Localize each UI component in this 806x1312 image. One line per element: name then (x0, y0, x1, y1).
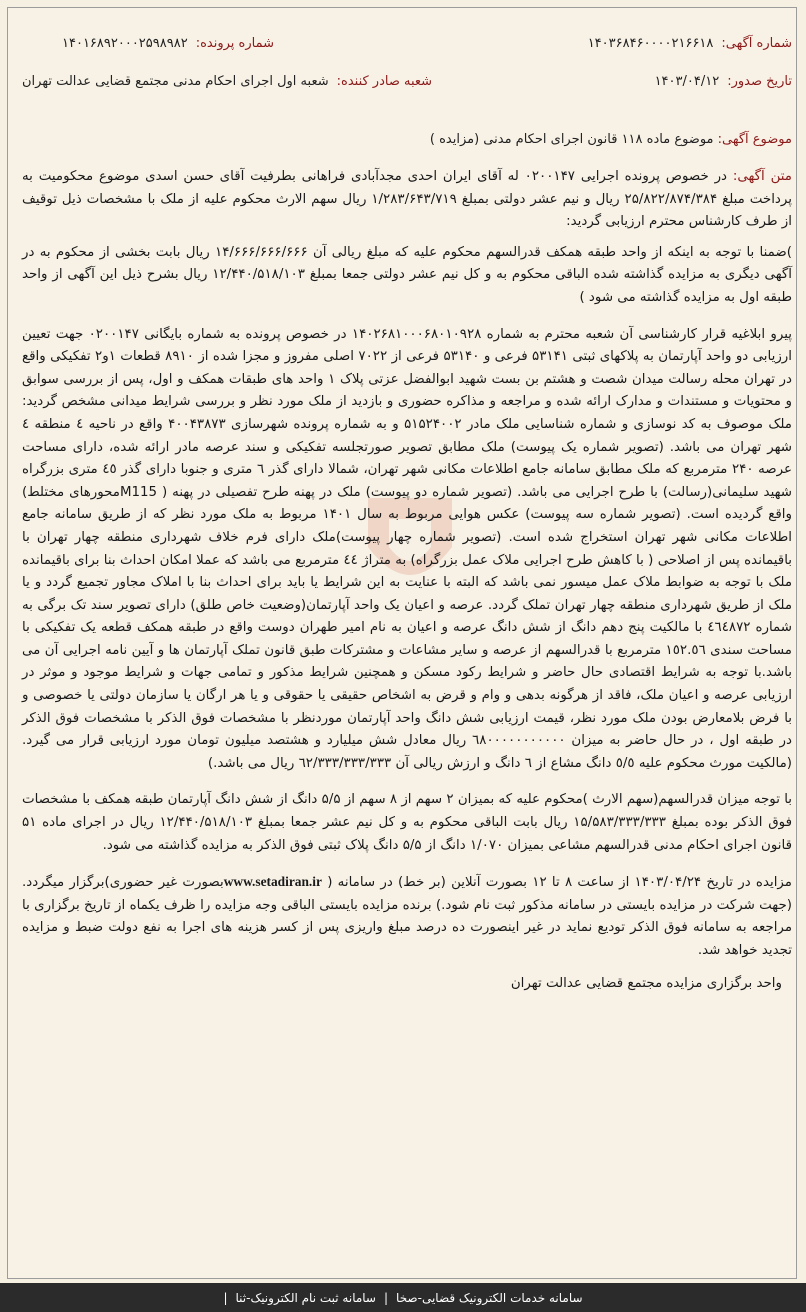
notice-body (22, 166, 792, 995)
notice-number-value: ۱۴۰۳۶۸۴۶۰۰۰۰۲۱۶۶۱۸ (587, 35, 714, 51)
issue-date-field (655, 74, 792, 89)
case-number-label: شماره پرونده: (195, 35, 274, 51)
issuer-label: شعبه صادر کننده: (336, 73, 433, 89)
issue-date-label: تاریخ صدور: (727, 73, 792, 89)
notice-paragraph-3: پیرو ابلاغیه قرار کارشناسی آن شعبه محترم به شماره ۱۴۰۲۶۸۱۰۰۰۶۸۰۱۰۹۲۸ در خصوص پرونده به شماره بایگانی ۰۲۰۰۱۴۷ جهت تعیین ارزیابی دو واحد آپارتمان به پلاکهای ثبتی ۵۳۱۴۱ فرعی و ۵۳۱۴۰ فرعی از ۷۰۲۲ اصلی مفروز و مجزا شده از ۸۹۱۰ قطعات ۱و۲ تفکیکی واقع در تهران محله رسالت میدان شصت و هشتم بن بست شهید ابوالفضل عزتی پلاک ۱ واحد های طبقات همکف و اول، پس از بررسی سوابق و محتویات و مستندات و مدارک ارائه شده و مراجعه و مذاکره حضوری و بازدید از ملک مورد نظر و بررسی شرایط میدانی مشخص گردید: ملک موصوف به کد نوسازی و شماره شناسایی ملک مادر ۵۱۵۲۴۰۰۲ و به شماره پرونده شهرسازی ۴۰۰۴۳۸۷۳ واقع در ناحیه ٤ منطقه ٤ شهر تهران می باشد. (تصویر شماره یک پیوست) ملک مطابق تصویر صورتجلسه تفکیکی و سند عرصه مادر ارائه شده، دارای مساحت عرصه ۲۴۰ مترمربع که ملک مطابق سامانه جامع اطلاعات مکانی شهر تهران، شمالا دارای گذر ٦ متری و جنوبا دارای گذر ٤٥ متری بزرگراه شهید سلیمانی(رسالت) با طرح اجرایی می باشد. (تصویر شماره دو پیوست) ملک در پهنه طرح تفصیلی در پهنه ( M115محورهای مختلط) واقع گردیده است. (تصویر شماره سه پیوست) عکس هوایی مربوط به سال ۱۴۰۱ مربوط به ملک مورد نظر که از طریق سامانه جامع اطلاعات مکانی شهر تهران استخراج شده است. (تصویر شماره چهار پیوست)ملک دارای فرم خلاف شهرداری منطقه چهار تهران با باقیمانده پس از اصلاحی ( با کاهش طرح اجرایی ملاک عمل بزرگراه) به متراژ ٤٤ مترمربع می باشد که عملا امکان احداث بنا برای باقیمانده ملک با توجه به ضوابط ملاک عمل میسور نمی باشد که البته با عنایت به این شرایط یا باید برای احداث بنا با املاک مجاور تجمیع گردد و یا ملک از طریق شهرداری منطقه چهار تهران تملک گردد. عرصه و اعیان یک واحد آپارتمان(وضعیت خاص طلق) دارای تصویر سند تک برگی به شماره ٤٦٤٨٧۲ با مالکیت پنج دهم دانگ از شش دانگ عرصه و اعیان به نام امیر طهران دوست واقع در طبقه همکف قطعه یک تفکیکی با مساحت سندی ١٥٢.٥٦ مترمربع با قدرالسهم از عرصه و سایر مشاعات و مشترکات طبق قانون تملک آپارتمان ها و آیین نامه اجرایی آن می باشد.با توجه به شرایط اقتصادی حال حاضر و شرایط رکود مسکن و همچنین شرایط مذکور و تمامی جهات و شرایط موجود و موثر در ارزیابی عرصه و اعیان ملک، فاقد از هرگونه بدهی و وام و قرض به اشخاص حقیقی یا حقوقی و یا هر ارگان یا سازمان دولتی یا خصوصی و با فرض بلامعارض بودن ملک مورد نظر، قیمت ارزیابی شش دانگ واحد آپارتمان موردنظر با مشخصات فوق الذکر با مشخصات فوق الذکر در طبقه اول ، در حال حاضر به میزان ٦٨٠٠٠٠٠٠٠٠٠٠٠ ریال معادل شش میلیارد و هشتصد میلیون تومان مورد ارزیابی قرار می گیرد. (مالکیت مورث محکوم علیه ٥/٥ دانگ مشاع از ٦ دانگ و ارزش ریالی آن ٦٢/٣٣٣/٣٣٣/٣٣٣ ریال می باشد.) (22, 326, 793, 771)
notice-paragraph-2: )ضمنا با توجه به اینکه از واحد طبقه همکف قدرالسهم محکوم علیه که مبلغ ریالی آن ۱۴/۶۶۶/۶۶۶/۶۶۶ ریال بابت بخشی از محکوم به در آگهی دیگری به مزایده گذاشته شده الباقی محکوم به و کل نیم عشر دولتی جمعا بمبلغ ۱۲/۴۴۰/۵۱۸/۱۰۳ ریال بشرح ذیل این آگهی از واحد طبقه اول به مزایده گذاشته می شود ) (22, 244, 792, 305)
footer-bar (0, 1283, 806, 1312)
subject-line (22, 132, 792, 154)
issuer-field (22, 74, 432, 89)
subject-label: موضوع آگهی: (717, 132, 792, 147)
signature: واحد برگزاری مزایده مجتمع قضایی عدالت تهران (510, 975, 782, 991)
issuer-value: شعبه اول اجرای احکام مدنی مجتمع قضایی عدالت تهران (22, 73, 329, 89)
footer-link-sana[interactable]: سامانه ثبت نام الکترونیک-ثنا (235, 1290, 376, 1305)
case-number-field (62, 36, 274, 51)
footer-separator: | (383, 1290, 389, 1305)
auction-text-start: مزایده در تاریخ ۱۴۰۳/۰۴/۲۴ از ساعت ۸ تا ۱۲ بصورت آنلاین (بر خط) در سامانه ( (327, 875, 792, 891)
issue-date-value: ۱۴۰۳/۰۴/۱۲ (654, 73, 720, 89)
footer-edge-separator: | (223, 1290, 228, 1305)
subject-value: موضوع ماده ۱۱۸ قانون اجرای احکام مدنی (مزایده ) (429, 132, 714, 147)
notice-number-field (588, 36, 792, 51)
case-number-value: ۱۴۰۱۶۸۹۲۰۰۰۲۵۹۸۹۸۲ (62, 35, 188, 51)
footer-link-sakha[interactable]: سامانه خدمات الکترونیک قضایی-صخا (396, 1290, 583, 1305)
header-row-1 (22, 26, 792, 60)
notice-paragraph-1-text: در خصوص پرونده اجرایی ۰۲۰۰۱۴۷ له آقای ایران احدی مجدآبادی فراهانی بطرفیت آقای حسن اسدی موضوع محکومیت به پرداخت مبلغ ۲۵/۸۲۲/۸۷۴/۳۸۴ ریال و نیم عشر دولتی بمبلغ ۱/۲۸۳/۶۴۳/۷۱۹ ریال سهم الارث محکوم علیه از ملک با مشخصات ذیل توقیف از طرف کارشناس محترم ارزیابی گردید: (22, 169, 792, 230)
auction-text-end: بصورت غیر حضوری)برگزار میگردد. (جهت شرکت در مزایده بایستی در سامانه مذکور ثبت نام شود.) برنده مزایده بایستی الباقی وجه مزایده را ظرف یکماه از تاریخ برگزاری با مراجعه به سامانه فوق الذکر تودیع نماید در غیر اینصورت ده درصد مبلغ واریزی پس از کسر هزینه های اجرا به نفع دولت ضبط و مزایده تجدید خواهد شد. (22, 875, 792, 958)
notice-paragraph-1 (22, 166, 792, 234)
notice-label: متن آگهی: (732, 169, 792, 184)
notice-paragraph-4: با توجه میزان قدرالسهم(سهم الارث )محکوم علیه که بمیزان ۲ سهم از ۸ سهم از ۵/۵ دانگ از شش دانگ آپارتمان طبقه همکف با مشخصات فوق الذکر بوده بمبلغ ۱۵/۵۸۳/۳۳۳/۳۳۳ ریال بابت الباقی محکوم به و کل نیم عشر جمعا بمبلغ ۱۲/۴۴۰/۵۱۸/۱۰۳ ریال در اجرای ماده ۵۱ قانون اجرای احکام مدنی قدرالسهم مشاعی بمیزان ۱/۰۷۰ دانگ از ۵/۵ دانگ پلاک ثبتی فوق الذکر به مزایده گذاشته می شود. (22, 792, 792, 853)
notice-paragraph-5 (22, 871, 792, 962)
setadiran-link[interactable]: www.setadiran.ir (223, 874, 322, 890)
notice-number-label: شماره آگهی: (721, 35, 792, 51)
header-row-2 (22, 64, 792, 98)
notice-document (22, 26, 792, 995)
